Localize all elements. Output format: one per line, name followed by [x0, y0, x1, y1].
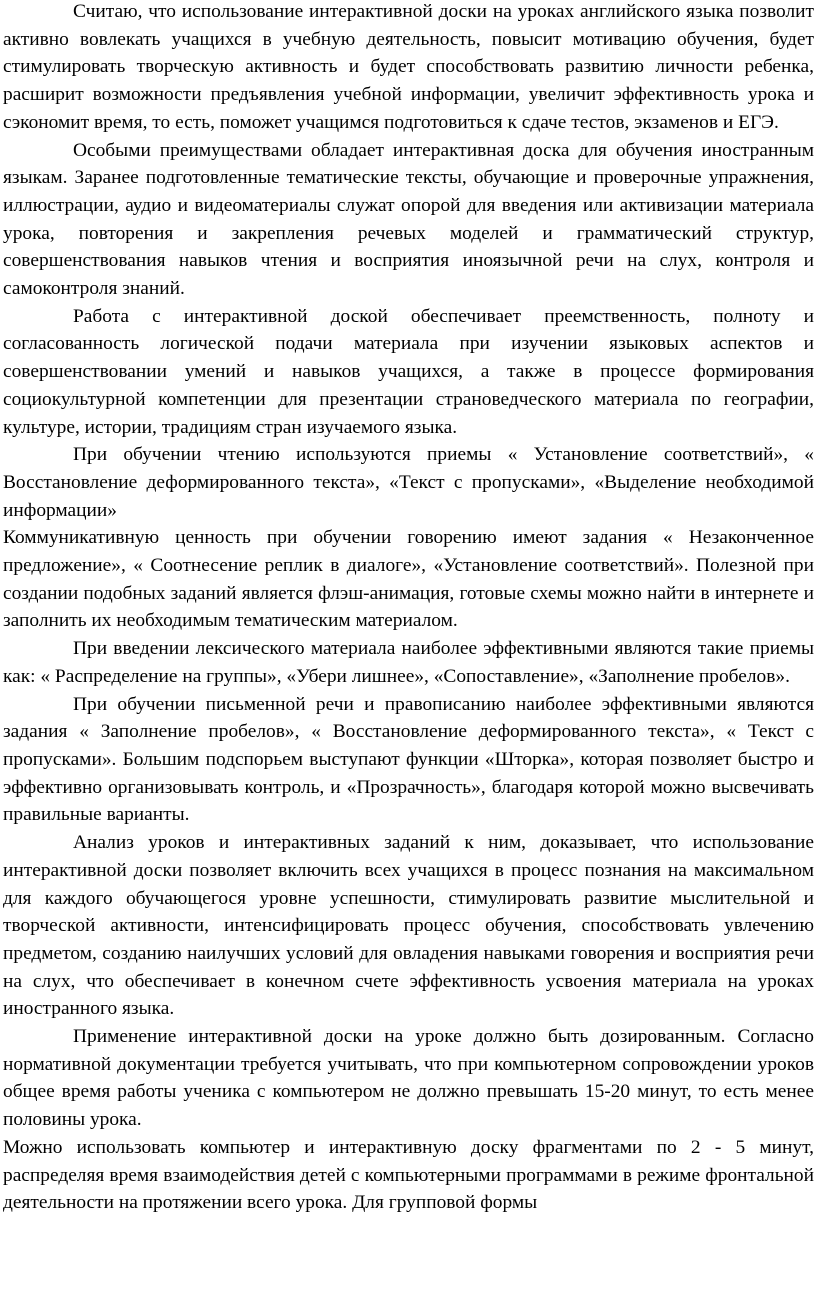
- paragraph-writing-and-spelling: При обучении письменной речи и правописанию наиболее эффективными являются задания « Заполнение пробелов», « Восстановление деформированного текста», « Текст с пропусками». Большим подспорьем выступают функции «Шторка», которая позволяет быстро и эффективно организовывать контроль, и «Прозрачность», благодаря которой можно высвечивать правильные варианты.: [3, 693, 814, 826]
- paragraph-lexical-material: При введении лексического материала наиболее эффективными являются такие приемы как: « Распределение на группы», «Убери лишнее», «Сопоставление», «Заполнение пробелов».: [3, 638, 814, 687]
- paragraph-foreign-language-advantages: Особыми преимуществами обладает интерактивная доска для обучения иностранным языкам. Заранее подготовленные тематические тексты, обучающие и проверочные упражнения, иллюстрации, аудио и видеоматериалы служат опорой для введения или активизации материала урока, повторения и закрепления речевых моделей и грамматический структур, совершенствования навыков чтения и восприятия иноязычной речи на слух, контроля и самоконтроля знаний.: [3, 139, 814, 300]
- paragraph-continuity-of-material: Работа с интерактивной доской обеспечивает преемственность, полноту и согласованность логической подачи материала при изучении языковых аспектов и совершенствовании умений и навыков учащихся, а также в процессе формирования социокультурной компетенции для презентации страноведческого материала по географии, культуре, истории, традициям стран изучаемого языка.: [3, 305, 814, 438]
- paragraph-fragment-usage: Можно использовать компьютер и интерактивную доску фрагментами по 2 - 5 минут, распределяя время взаимодействия детей с компьютерными программами в режиме фронтальной деятельности на протяжении всего урока. Для групповой формы: [3, 1136, 814, 1214]
- paragraph-reading-techniques: При обучении чтению используются приемы « Установление соответствий», « Восстановление деформированного текста», «Текст с пропусками», «Выделение необходимой информации»: [3, 444, 814, 521]
- paragraph-interactive-board-benefits: Считаю, что использование интерактивной доски на уроках английского языка позволит активно вовлекать учащихся в учебную деятельность, повысит мотивацию обучения, будет стимулировать творческую активность и будет способствовать развитию личности ребенка, расширит возможности предъявления учебной информации, увеличит эффективность урока и сэкономит время, то есть, поможет учащимся подготовиться к сдаче тестов, экзаменов и ЕГЭ.: [3, 1, 814, 133]
- paragraph-dosage-of-use: Применение интерактивной доски на уроке должно быть дозированным. Согласно нормативной документации требуется учитывать, что при компьютерном сопровождении уроков общее время работы ученика с компьютером не должно превышать 15-20 минут, то есть менее половины урока.: [3, 1026, 814, 1131]
- paragraph-lesson-analysis: Анализ уроков и интерактивных заданий к ним, доказывает, что использование интерактивной доски позволяет включить всех учащихся в процесс познания на максимальном для каждого обучающегося уровне успешности, стимулировать развитие мыслительной и творческой активности, интенсифицировать процесс обучения, способствовать увлечению предметом, созданию наилучших условий для овладения навыками говорения и восприятия речи на слух, что обеспечивает в конечном счете эффективность усвоения материала на уроках иностранного языка.: [3, 832, 814, 1020]
- paragraph-speaking-tasks: Коммуникативную ценность при обучении говорению имеют задания « Незаконченное предложение», « Соотнесение реплик в диалоге», «Установление соответствий». Полезной при создании подобных заданий является флэш-анимация, готовые схемы можно найти в интернете и заполнить их необходимым тематическим материалом.: [3, 527, 814, 632]
